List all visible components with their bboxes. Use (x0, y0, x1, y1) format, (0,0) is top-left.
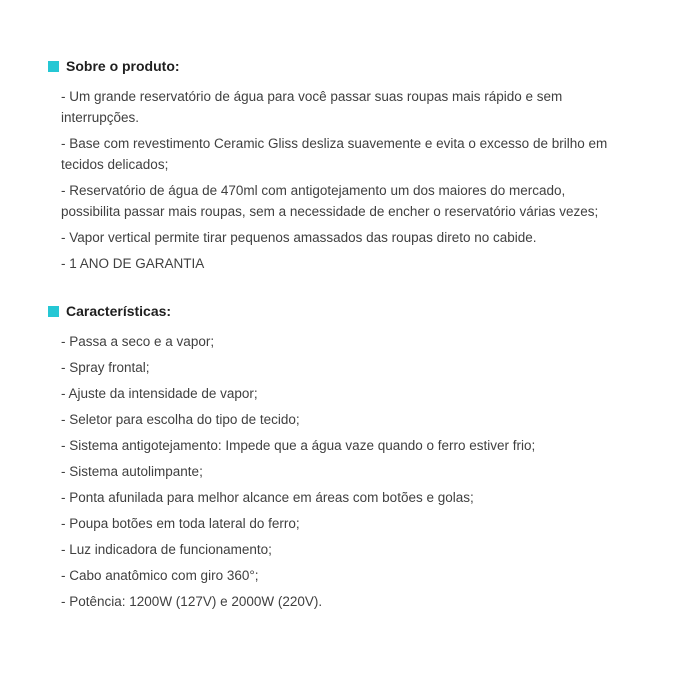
section-characteristics (48, 301, 632, 612)
teal-square-icon (48, 61, 59, 72)
feature-item: - 1 ANO DE GARANTIA (61, 256, 205, 271)
feature-item: - Base com revestimento Ceramic Gliss desliza suavemente e evita o excesso de brilho em tecidos delicados; (61, 136, 608, 172)
feature-item: - Um grande reservatório de água para você passar suas roupas mais rápido e sem interrupções. (61, 89, 563, 125)
section-heading-label: Sobre o produto: (66, 58, 180, 74)
feature-item: - Luz indicadora de funcionamento; (61, 542, 272, 557)
section-about-product (48, 56, 632, 274)
section-heading-label: Características: (66, 303, 172, 319)
feature-item: - Cabo anatômico com giro 360°; (61, 568, 259, 583)
feature-item: - Spray frontal; (61, 360, 150, 375)
feature-item: - Vapor vertical permite tirar pequenos amassados das roupas direto no cabide. (61, 230, 537, 245)
section-heading-characteristics (48, 301, 632, 322)
feature-item: - Passa a seco e a vapor; (61, 334, 215, 349)
feature-item: - Poupa botões em toda lateral do ferro; (61, 516, 300, 531)
feature-item: - Ponta afunilada para melhor alcance em áreas com botões e golas; (61, 490, 474, 505)
feature-item: - Sistema autolimpante; (61, 464, 203, 479)
feature-item: - Potência: 1200W (127V) e 2000W (220V). (61, 594, 323, 609)
teal-square-icon (48, 306, 59, 317)
feature-item: - Ajuste da intensidade de vapor; (61, 386, 258, 401)
section-heading-about (48, 56, 632, 77)
feature-item: - Reservatório de água de 470ml com antigotejamento um dos maiores do mercado, possibilita passar mais roupas, sem a necessidade de encher o reservatório várias vezes; (61, 183, 599, 219)
feature-item: - Seletor para escolha do tipo de tecido; (61, 412, 300, 427)
feature-item: - Sistema antigotejamento: Impede que a água vaze quando o ferro estiver frio; (61, 438, 536, 453)
